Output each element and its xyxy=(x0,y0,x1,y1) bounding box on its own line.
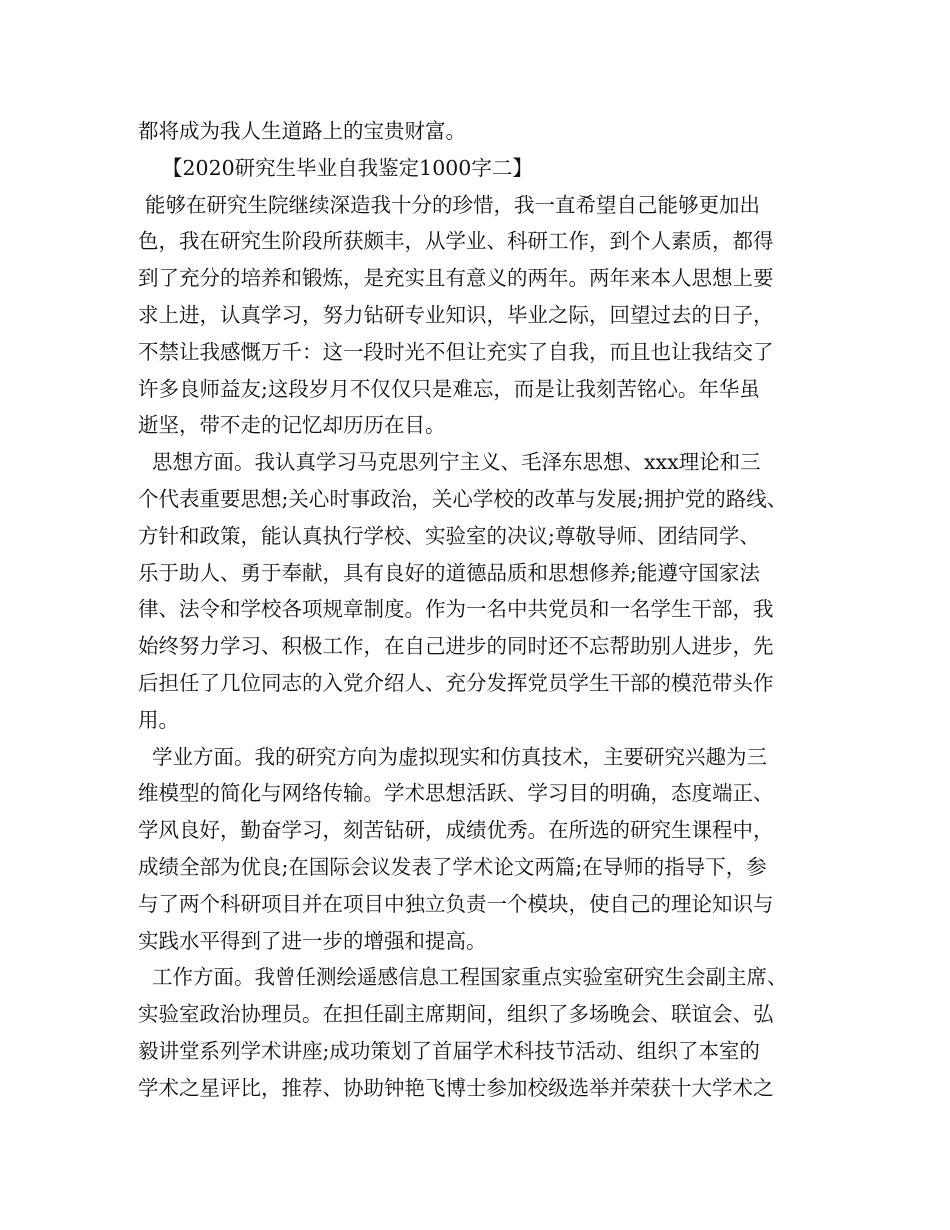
document-body xyxy=(138,113,828,1107)
text-line: 色，我在研究生阶段所获颇丰，从学业、科研工作，到个人素质，都得 xyxy=(138,229,774,254)
text-line: 始终努力学习、积极工作，在自己进步的同时还不忘帮助别人进步，先 xyxy=(138,634,774,659)
text-line: 方针和政策，能认真执行学校、实验室的决议;尊敬导师、团结同学、 xyxy=(138,523,760,548)
text-line: 用。 xyxy=(138,707,179,732)
text-line: 律、法令和学校各项规章制度。作为一名中共党员和一名学生干部，我 xyxy=(138,597,774,622)
text-line: 毅讲堂系列学术讲座;成功策划了首届学术科技节活动、组织了本室的 xyxy=(138,1038,760,1063)
text-line: 学术之星评比，推荐、协助钟艳飞博士参加校级选举并荣获十大学术之 xyxy=(138,1075,774,1100)
text-line: 维模型的简化与网络传输。学术思想活跃、学习目的明确，态度端正、 xyxy=(138,781,774,806)
text-line: 不禁让我感慨万千：这一段时光不但让充实了自我，而且也让我结交了 xyxy=(138,339,774,364)
paragraph-first-line: 学业方面。我的研究方向为虚拟现实和仿真技术，主要研究兴趣为三 xyxy=(152,744,767,769)
text-line: 许多良师益友;这段岁月不仅仅只是难忘，而是让我刻苦铭心。年华虽 xyxy=(138,376,760,401)
text-line: 实验室政治协理员。在担任副主席期间，组织了多场晚会、联谊会、弘 xyxy=(138,1002,774,1027)
text-line: 求上进，认真学习，努力钻研专业知识，毕业之际，回望过去的日子， xyxy=(138,302,774,327)
text-line: 实践水平得到了进一步的增强和提高。 xyxy=(138,928,487,953)
paragraph-first-line: 工作方面。我曾任测绘遥感信息工程国家重点实验室研究生会副主席、 xyxy=(152,965,788,990)
text-line: 到了充分的培养和锻炼，是充实且有意义的两年。两年来本人思想上要 xyxy=(138,266,774,291)
text-line: 个代表重要思想;关心时事政治，关心学校的改革与发展;拥护党的路线、 xyxy=(138,486,788,511)
paragraph-first-line: 思想方面。我认真学习马克思列宁主义、毛泽东思想、xxx理论和三 xyxy=(152,450,761,475)
text-line: 后担任了几位同志的入党介绍人、充分发挥党员学生干部的模范带头作 xyxy=(138,670,774,695)
text-line: 逝坚，带不走的记忆却历历在目。 xyxy=(138,413,446,438)
text-line: 都将成为我人生道路上的宝贵财富。 xyxy=(138,119,466,143)
section-heading: 【2020研究生毕业自我鉴定1000字二】 xyxy=(162,155,533,180)
paragraph-first-line: 能够在研究生院继续深造我十分的珍惜，我一直希望自己能够更加出 xyxy=(145,192,760,217)
text-line: 成绩全部为优良;在国际会议发表了学术论文两篇;在导师的指导下，参 xyxy=(138,854,767,879)
text-line: 与了两个科研项目并在项目中独立负责一个模块，使自己的理论知识与 xyxy=(138,891,774,916)
text-line: 学风良好，勤奋学习，刻苦钻研，成绩优秀。在所选的研究生课程中， xyxy=(138,818,774,843)
text-line: 乐于助人、勇于奉献，具有良好的道德品质和思想修养;能遵守国家法 xyxy=(138,560,760,585)
